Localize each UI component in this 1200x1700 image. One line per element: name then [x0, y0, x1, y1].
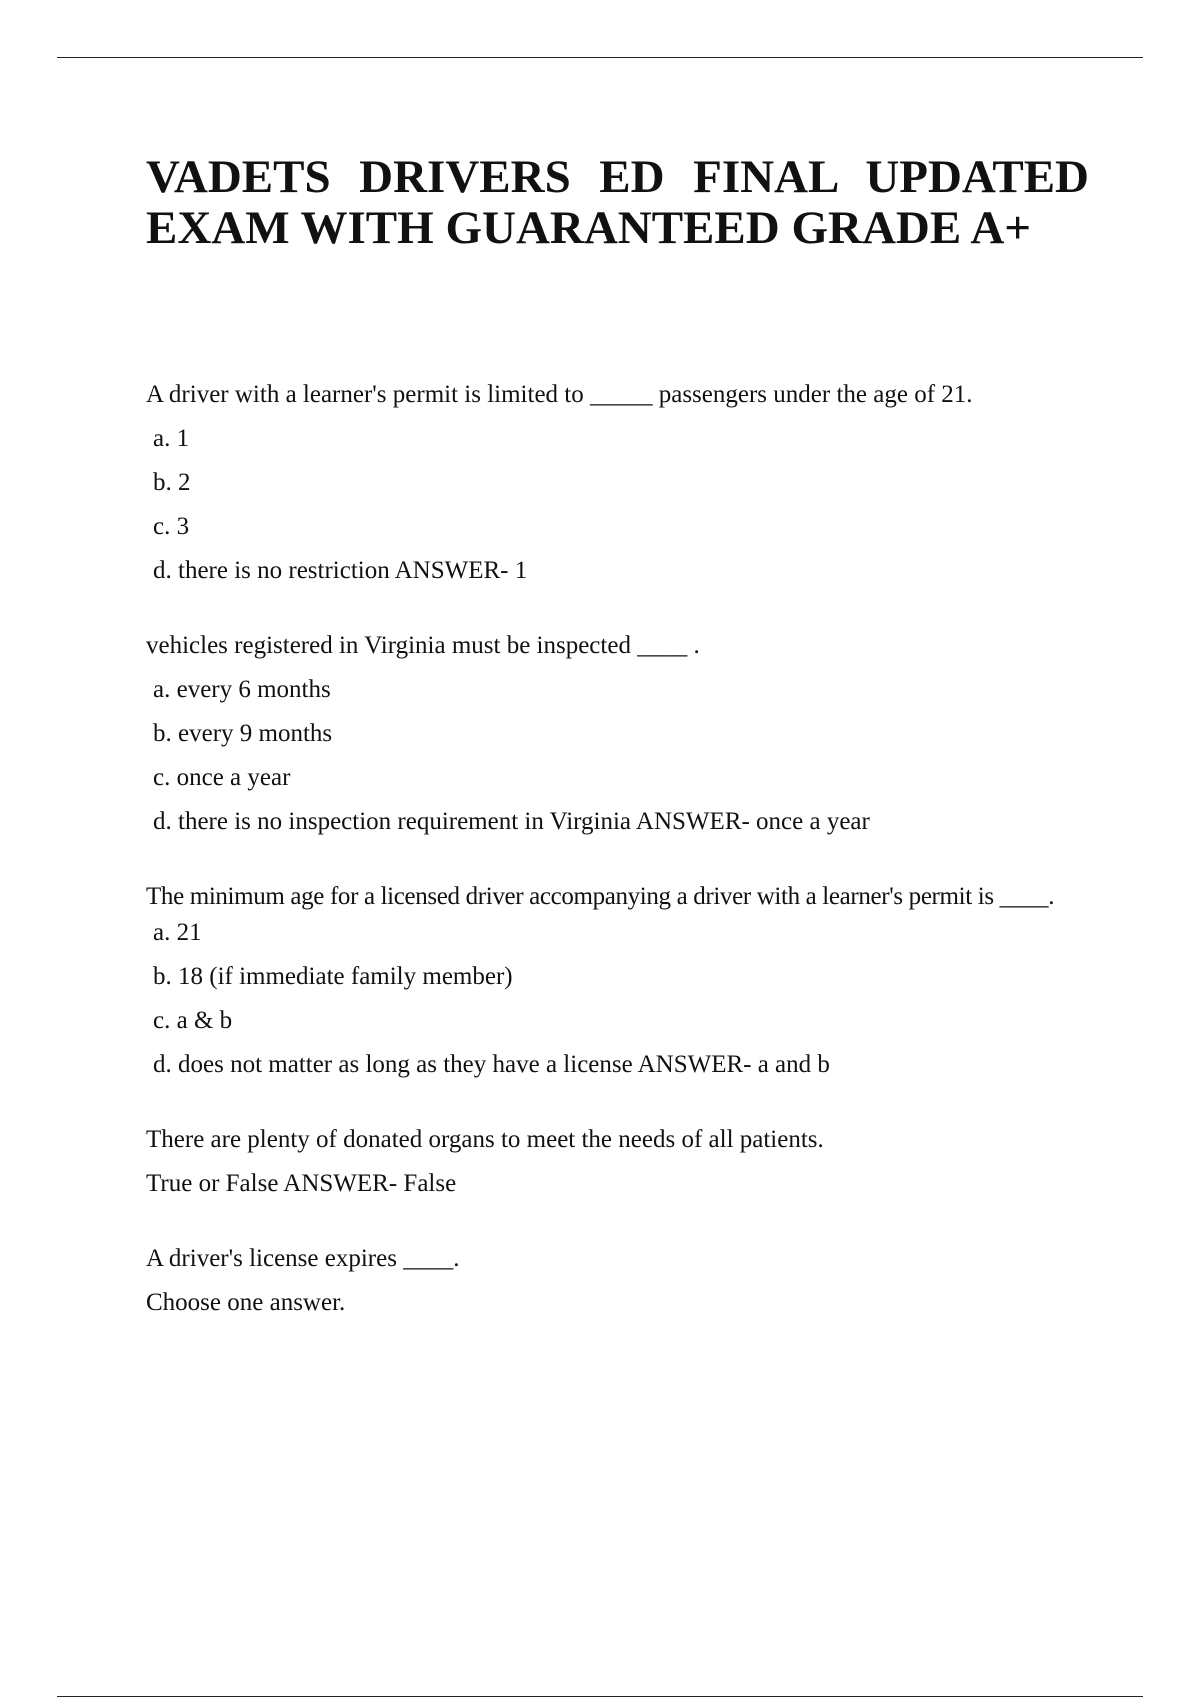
- question-prompt: There are plenty of donated organs to meet the needs of all patients.: [146, 1126, 824, 1153]
- question-1: [146, 378, 1089, 587]
- answer-option-d: d. there is no inspection requirement in Virginia ANSWER- once a year: [153, 808, 870, 835]
- question-instruction: Choose one answer.: [146, 1289, 346, 1316]
- answer-option-d: d. does not matter as long as they have a license ANSWER- a and b: [153, 1051, 830, 1078]
- answer-option-a: a. 1: [153, 425, 190, 452]
- title-line-2: EXAM WITH GUARANTEED GRADE A+: [146, 202, 1032, 254]
- top-divider: [57, 57, 1143, 58]
- title-line-1: VADETS DRIVERS ED FINAL UPDATED: [146, 151, 1089, 203]
- answer-option-b: b. 18 (if immediate family member): [153, 963, 513, 990]
- answer-option-b: b. every 9 months: [153, 720, 333, 747]
- question-prompt: The minimum age for a licensed driver accompanying a driver with a learner's permit is ____.: [146, 883, 1055, 910]
- document-title: [146, 152, 1089, 254]
- question-prompt: A driver's license expires ____.: [146, 1245, 460, 1272]
- answer-option-a: a. 21: [153, 919, 202, 946]
- answer-option-d: d. there is no restriction ANSWER- 1: [153, 557, 528, 584]
- answer-option-c: c. 3: [153, 513, 190, 540]
- question-3: [146, 880, 1089, 1081]
- question-5: [146, 1242, 1089, 1319]
- question-4: [146, 1123, 1089, 1200]
- bottom-divider: [57, 1696, 1143, 1697]
- question-2: [146, 629, 1089, 838]
- question-answer-line: True or False ANSWER- False: [146, 1170, 457, 1197]
- answer-option-a: a. every 6 months: [153, 676, 331, 703]
- question-prompt: vehicles registered in Virginia must be inspected ____ .: [146, 632, 700, 659]
- answer-option-c: c. a & b: [153, 1007, 233, 1034]
- document-body: [146, 152, 1089, 1330]
- question-prompt: A driver with a learner's permit is limited to _____ passengers under the age of 21.: [146, 381, 973, 408]
- answer-option-c: c. once a year: [153, 764, 291, 791]
- question-list: [146, 378, 1089, 1319]
- answer-option-b: b. 2: [153, 469, 191, 496]
